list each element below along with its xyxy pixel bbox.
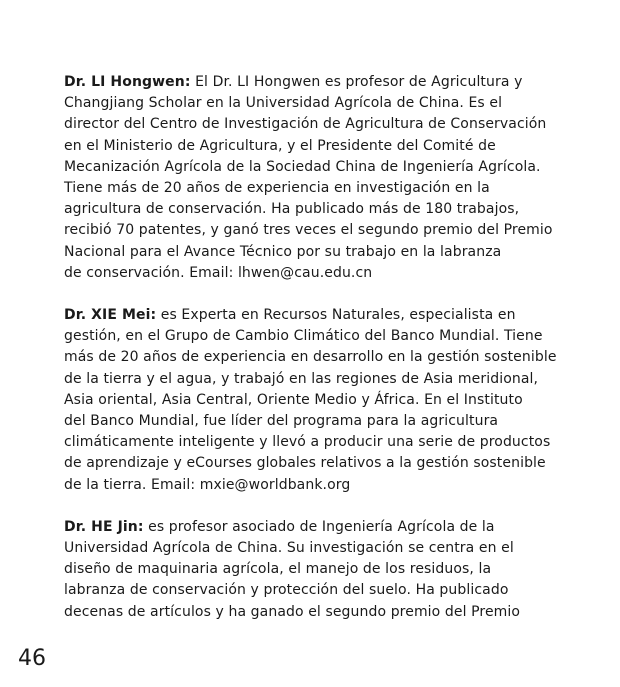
page-content	[64, 72, 564, 644]
bio-line: Mecanización Agrícola de la Sociedad China de Ingeniería Agrícola.	[64, 158, 541, 175]
bio-name: Dr. XIE Mei:	[64, 307, 157, 324]
bio-line: más de 20 años de experiencia en desarrollo en la gestión sostenible	[64, 349, 557, 366]
bio-line: de la tierra. Email: mxie@worldbank.org	[64, 476, 351, 493]
bio-line: gestión, en el Grupo de Cambio Climático del Banco Mundial. Tiene	[64, 328, 543, 345]
bio-line: del Banco Mundial, fue líder del programa para la agricultura	[64, 413, 499, 430]
bio-line: Nacional para el Avance Técnico por su trabajo en la labranza	[64, 243, 502, 260]
bio-xie-mei	[64, 305, 564, 496]
bio-line: labranza de conservación y protección del suelo. Ha publicado	[64, 582, 509, 599]
bio-line: de la tierra y el agua, y trabajó en las regiones de Asia meridional,	[64, 370, 539, 387]
bio-line: agricultura de conservación. Ha publicado más de 180 trabajos,	[64, 201, 520, 218]
bio-line: diseño de maquinaria agrícola, el manejo de los residuos, la	[64, 561, 492, 578]
bio-line: en el Ministerio de Agricultura, y el Presidente del Comité de	[64, 137, 496, 154]
bio-name: Dr. LI Hongwen:	[64, 74, 191, 90]
bio-line: Dr. XIE Mei: es Experta en Recursos Naturales, especialista en	[64, 307, 516, 324]
bio-line: Asia oriental, Asia Central, Oriente Medio y África. En el Instituto	[64, 391, 523, 408]
bio-line: Universidad Agrícola de China. Su investigación se centra en el	[64, 540, 514, 557]
bio-he-jin	[64, 517, 564, 623]
page-number: 46	[18, 646, 46, 671]
bio-line: Dr. HE Jin: es profesor asociado de Ingeniería Agrícola de la	[64, 518, 495, 535]
bio-line: de conservación. Email: lhwen@cau.edu.cn	[64, 264, 373, 281]
bio-line: Tiene más de 20 años de experiencia en investigación en la	[64, 180, 490, 197]
bio-line: climáticamente inteligente y llevó a producir una serie de productos	[64, 434, 551, 451]
bio-name: Dr. HE Jin:	[64, 518, 144, 535]
bio-line: recibió 70 patentes, y ganó tres veces el segundo premio del Premio	[64, 222, 553, 239]
bio-line: Changjiang Scholar en la Universidad Agrícola de China. Es el	[64, 95, 503, 112]
bio-line: director del Centro de Investigación de Agricultura de Conservación	[64, 116, 547, 133]
bio-line: de aprendizaje y eCourses globales relativos a la gestión sostenible	[64, 455, 546, 472]
bio-li-hongwen	[64, 72, 564, 284]
bio-line: decenas de artículos y ha ganado el segundo premio del Premio	[64, 603, 521, 620]
bio-line: Dr. LI Hongwen: El Dr. LI Hongwen es profesor de Agricultura y	[64, 74, 523, 90]
